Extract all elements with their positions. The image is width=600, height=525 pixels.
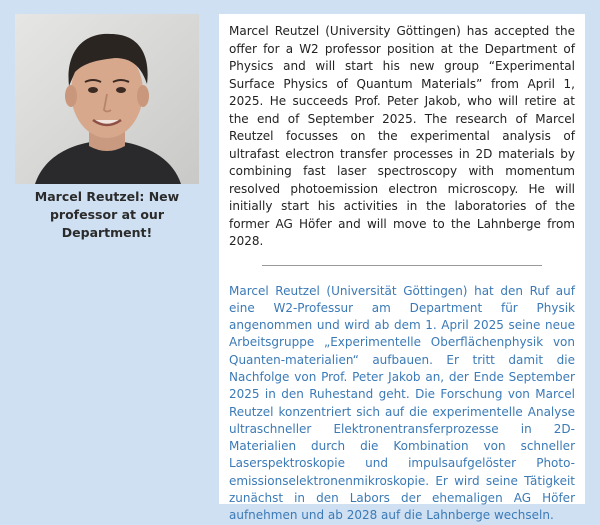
announcement-card [219,14,585,523]
announcement-text-english: Marcel Reutzel (University Göttingen) has accepted the offer for a W2 professor position at the Department of Physics and will start his new group “Experimental Surface Physics of Quantum Materials” from April 1, 2025. He succeeds Prof. Peter Jakob, who will retire at the end of September 2025. The research of Marcel Reutzel focusses on the experimental analysis of ultrafast electron transfer processes in 2D materials by combining fast laser spectroscopy with momentum resolved photoemission electron microscopy. He will initially start his activities in the laboratories of the former AG Höfer and will move to the Lahnberge from 2028. [229,24,575,248]
announcement-text-german: Marcel Reutzel (Universität Göttingen) hat den Ruf auf eine W2-Professur am Department für Physik angenommen und wird ab dem 1. April 2025 seine neue Arbeitsgruppe „Experimentelle Oberflächenphysik von Quanten-materialien“ aufbauen. Er tritt damit die Nachfolge von Prof. Peter Jakob an, der Ende September 2025 in den Ruhestand geht. Die Forschung von Marcel Reutzel konzentriert sich auf die experimentelle Analyse ultraschneller Elektronentransferprozesse in 2D-Materialien durch die Kombination von schneller Laserspektroskopie und impulsaufgelöster Photo-emissionselektronenmikroskopie. Er wird seine Tätigkeit zunächst in den Labors der ehemaligen AG Höfer aufnehmen und ab 2028 auf die Lahnberge wechseln. [229,283,575,523]
portrait-photo [15,14,199,184]
language-divider [262,265,542,266]
portrait-illustration [15,14,199,184]
photo-caption: Marcel Reutzel: New professor at our Department! [34,189,180,240]
